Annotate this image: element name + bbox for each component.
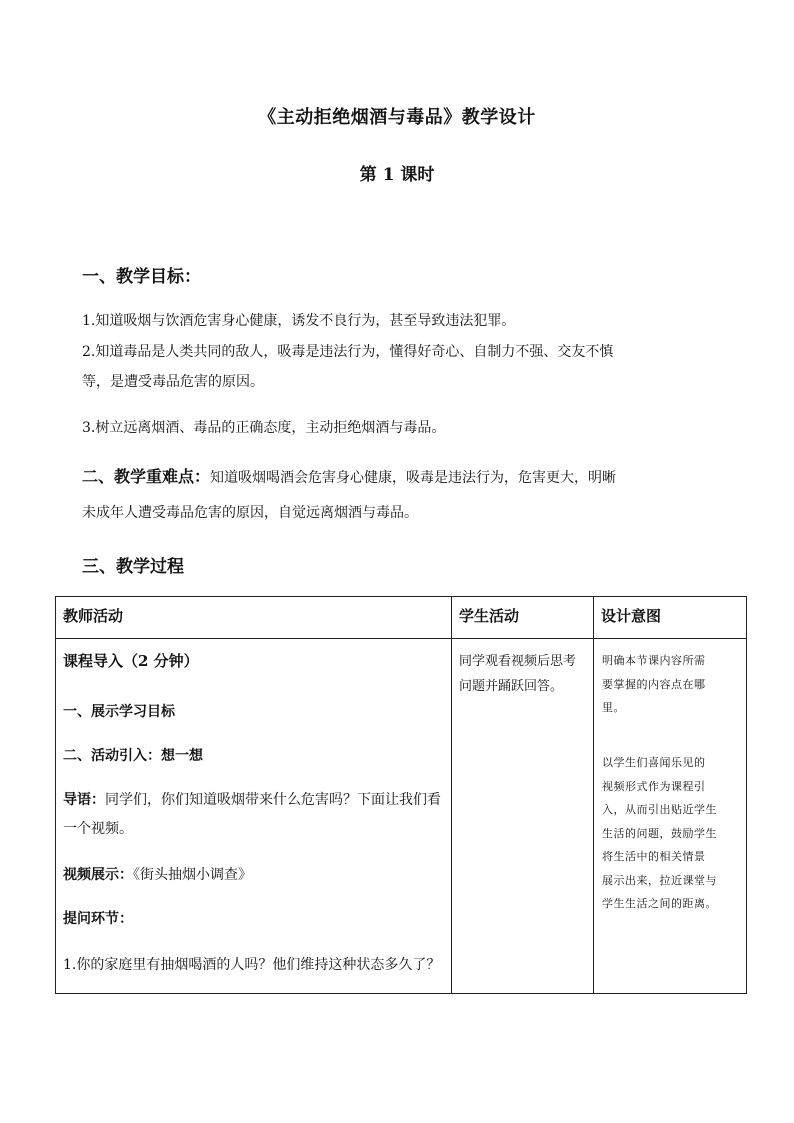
design-p1-line: 里。 [602,701,625,714]
design-p2-line: 学生生活之间的距离。 [602,897,717,910]
design-intent-paragraph-1 [602,649,740,720]
key-points-paragraph [82,467,722,488]
guide-text-1: 同学们，你们知道吸烟带来什么危害吗？下面让我们看 [105,792,441,808]
step-show-goals: 一、展示学习目标 [63,704,175,720]
guide-label: 导语： [63,792,105,808]
key-points-line2: 未成年人遭受毒品危害的原因，自觉远离烟酒与毒品。 [82,505,418,521]
goal-item-3: 3.树立远离烟酒、毒品的正确态度，主动拒绝烟酒与毒品。 [82,420,446,436]
section-heading-process: 三、教学过程 [82,557,184,577]
key-points-line1: 知道吸烟喝酒会危害身心健康，吸毒是违法行为，危害更大，明晰 [210,470,617,486]
design-p2-line: 展示出来，拉近课堂与 [602,873,717,887]
video-title: 《街头抽烟小调查》 [133,867,252,883]
goal-item-1: 1.知道吸烟与饮酒危害身心健康，诱发不良行为，甚至导致违法犯罪。 [82,313,516,329]
design-intent-paragraph-2 [602,751,740,916]
design-p1-line: 明确本节课内容所需 [602,654,706,667]
question-label: 提问环节： [63,911,133,927]
goal-item-2-cont: 等，是遭受毒品危害的原因。 [82,374,264,390]
table-header-row [56,597,747,639]
lesson-number: 第 1 课时 [359,165,435,185]
student-activity-text [459,649,584,699]
design-p2-line: 视频形式作为课程引 [602,779,706,793]
teacher-activity-cell [56,639,452,994]
teaching-process-table [55,596,747,994]
student-text-line2: 问题并踊跃回答。 [459,679,564,694]
table-row [56,639,747,994]
header-teacher-activity: 教师活动 [56,597,452,639]
design-p2-line: 以学生们喜闻乐见的 [602,756,706,769]
student-text-line1: 同学观看视频后思考 [459,654,577,669]
question-1: 1.你的家庭里有抽烟喝酒的人吗？他们维持这种状态多久了？ [63,957,441,973]
goal-item-2: 2.知道毒品是人类共同的敌人，吸毒是违法行为，懂得好奇心、自制力不强、交友不慎 [82,344,614,360]
design-p2-line: 将生活中的相关情景 [602,850,706,863]
section-heading-keypoints: 二、教学重难点： [82,467,211,486]
guide-text-2: 一个视频。 [63,821,133,837]
design-p2-line: 生活的问题，鼓励学生 [602,826,717,840]
step-activity-intro: 二、活动引入：想一想 [63,748,203,764]
document-title: 《主动拒绝烟酒与毒品》教学设计 [258,107,536,128]
guide-speech [63,790,448,810]
header-student-activity: 学生活动 [452,597,594,639]
video-show [63,865,448,885]
video-label: 视频展示： [63,867,133,883]
section-heading-goals: 一、教学目标： [82,267,201,287]
design-intent-cell [594,639,747,994]
design-p2-line: 入，从而引出贴近学生 [602,803,717,816]
design-p1-line: 要掌握的内容点在哪 [602,677,706,691]
course-intro-heading: 课程导入（2 分钟） [63,652,199,670]
header-design-intent: 设计意图 [594,597,747,639]
student-activity-cell [452,639,594,994]
